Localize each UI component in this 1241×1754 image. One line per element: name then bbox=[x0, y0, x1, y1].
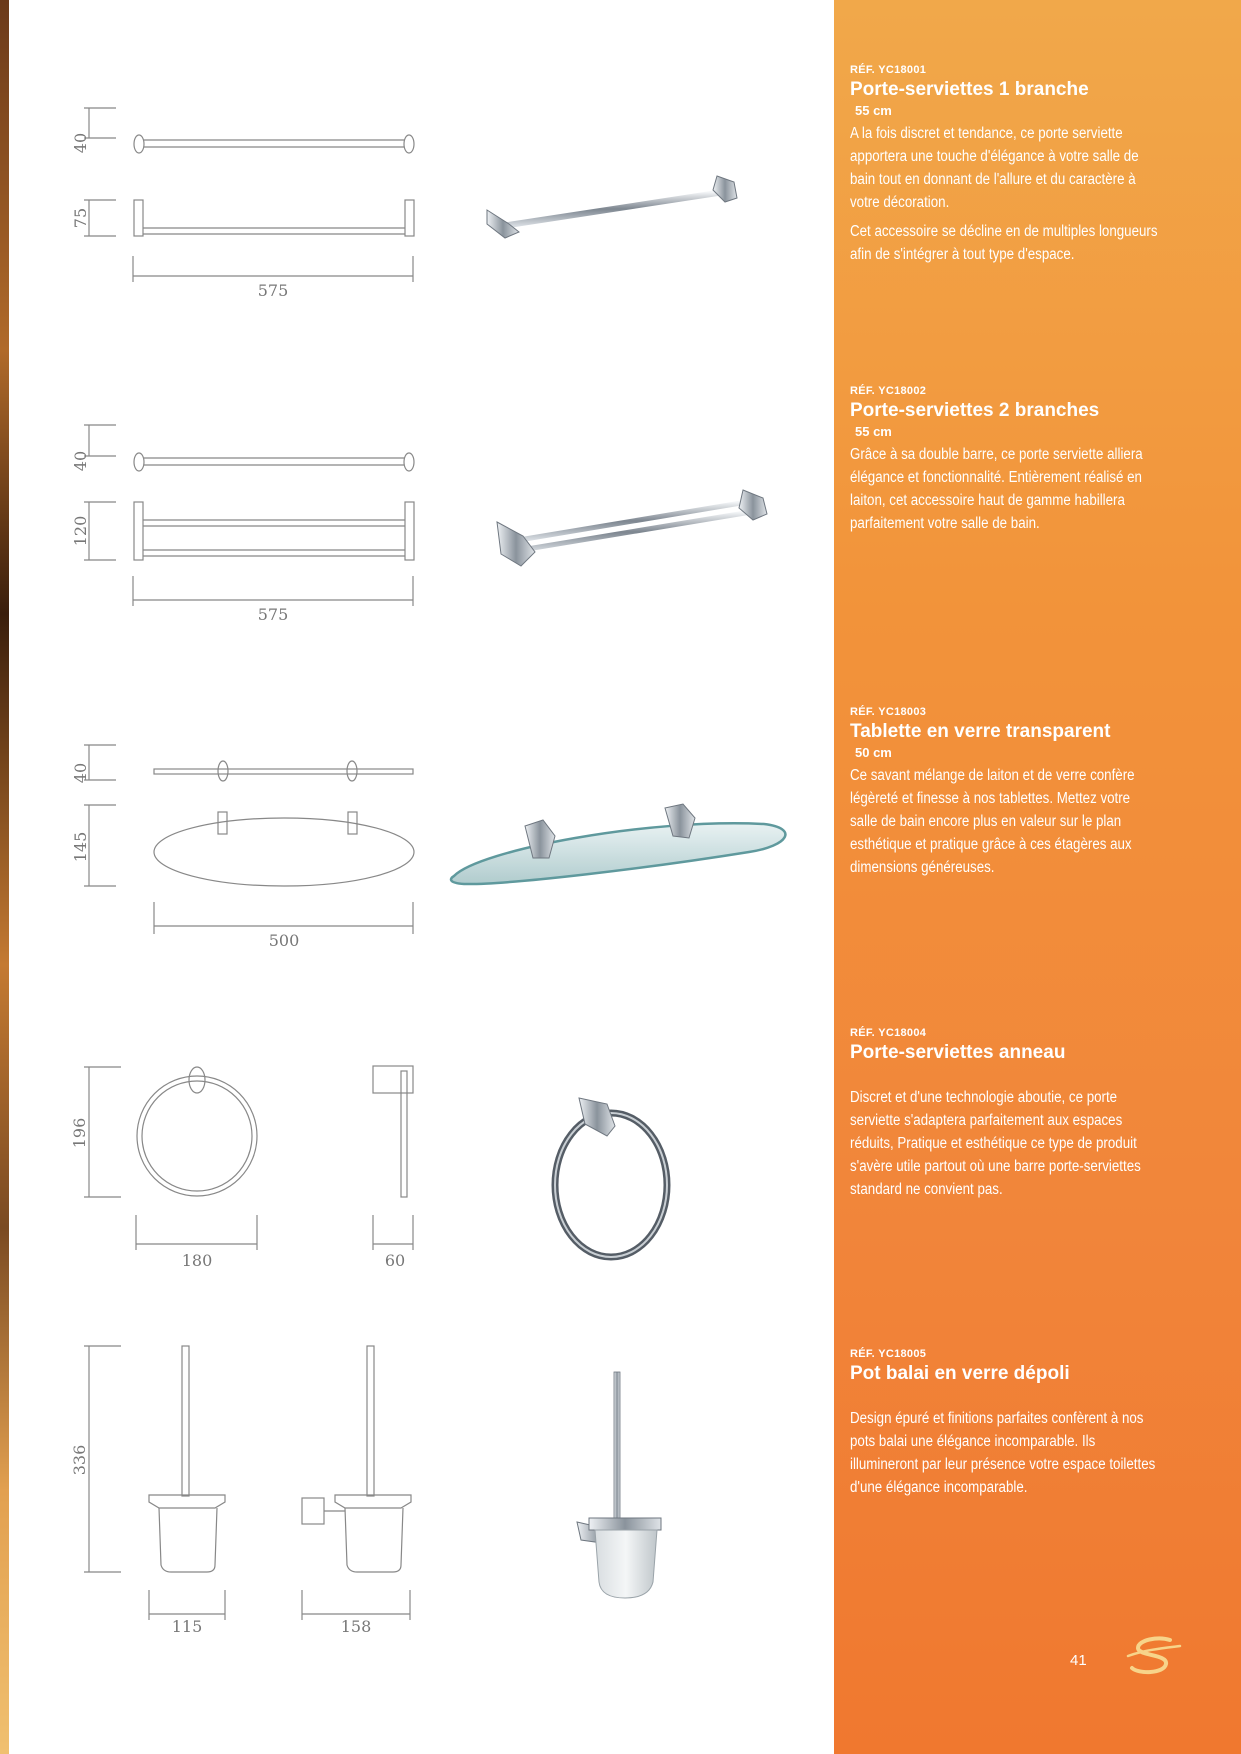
dim-height: 40 bbox=[71, 762, 90, 784]
product-photo-yc18001 bbox=[487, 176, 737, 238]
product-description bbox=[850, 1407, 1160, 1499]
dim-depth: 75 bbox=[71, 207, 90, 229]
ref-code: YC18001 bbox=[878, 64, 927, 76]
drawing-yc18005 bbox=[84, 1346, 411, 1620]
product-yc18005 bbox=[850, 1348, 1230, 1505]
product-title: Porte-serviettes anneau bbox=[850, 1042, 1066, 1063]
product-ref bbox=[850, 706, 1230, 718]
product-size: 55 cm bbox=[855, 103, 892, 118]
description-paragraph: Discret et d'une technologie aboutie, ce porte serviette s'adaptera parfaitement aux espaces réduits, Pratique et esthétique ce type de produit s'avère utile partout où une barre porte-serviettes standard ne convient pas. bbox=[850, 1089, 1141, 1198]
product-ref bbox=[850, 385, 1230, 397]
dimension-labels-yc18002 bbox=[71, 451, 288, 624]
dim-height: 196 bbox=[70, 1117, 89, 1149]
drawings-svg bbox=[9, 0, 834, 1754]
ref-label: RÉF. bbox=[850, 385, 876, 397]
product-description bbox=[850, 122, 1160, 266]
drawing-yc18003 bbox=[84, 745, 414, 934]
dim-depth: 145 bbox=[71, 831, 90, 863]
product-size: 50 cm bbox=[855, 745, 892, 760]
description-panel bbox=[834, 0, 1241, 1754]
product-photo-yc18002 bbox=[497, 490, 767, 566]
dimension-labels-yc18001 bbox=[71, 133, 288, 300]
product-yc18004 bbox=[850, 1027, 1230, 1207]
product-photo-yc18005 bbox=[577, 1372, 661, 1598]
drawing-yc18002 bbox=[84, 425, 414, 606]
drawing-yc18001 bbox=[84, 108, 414, 282]
product-title: Porte-serviettes 1 branche bbox=[850, 79, 1089, 100]
product-ref bbox=[850, 1348, 1230, 1360]
drawing-yc18004 bbox=[84, 1066, 413, 1250]
dim-width: 500 bbox=[268, 931, 300, 950]
dim-height: 40 bbox=[71, 450, 90, 472]
dim-height: 40 bbox=[71, 132, 90, 154]
dimension-labels-yc18005 bbox=[70, 1445, 371, 1636]
ref-code: YC18003 bbox=[878, 706, 927, 718]
product-size bbox=[855, 1066, 1230, 1082]
description-paragraph: Design épuré et finitions parfaites confèrent à nos pots balai une élégance incomparable. Ils illumineront par leur présence votre espace toilettes d'une élégance incomparable. bbox=[850, 1410, 1156, 1496]
product-yc18001 bbox=[850, 64, 1230, 272]
ref-code: YC18002 bbox=[878, 385, 927, 397]
dimension-labels-yc18004 bbox=[70, 1118, 405, 1270]
product-ref bbox=[850, 1027, 1230, 1039]
dimension-labels-yc18003 bbox=[71, 763, 299, 950]
page-number: 41 bbox=[1070, 1652, 1087, 1669]
product-size: 55 cm bbox=[855, 424, 892, 439]
description-paragraph: Grâce à sa double barre, ce porte serviette alliera élégance et fonctionnalité. Entièrement réalisé en laiton, cet accessoire haut de gamme habillera parfaitement votre salle de bain. bbox=[850, 446, 1143, 532]
dim-width: 575 bbox=[257, 281, 289, 300]
technical-drawings bbox=[9, 0, 834, 1754]
description-paragraph: Ce savant mélange de laiton et de verre confère légèreté et finesse à nos tablettes. Mettez votre salle de bain encore plus en valeur sur le plan esthétique et pratique grâce à ces étagères aux dimensions généreuses. bbox=[850, 767, 1135, 876]
product-description bbox=[850, 764, 1160, 879]
product-size bbox=[855, 1387, 1230, 1403]
dim-height: 336 bbox=[70, 1444, 89, 1476]
product-title: Pot balai en verre dépoli bbox=[850, 1363, 1070, 1384]
product-title: Tablette en verre transparent bbox=[850, 721, 1111, 742]
description-paragraph: Cet accessoire se décline en de multiples longueurs afin de s'intégrer à tout type d'espace. bbox=[850, 223, 1158, 263]
ref-label: RÉF. bbox=[850, 1027, 876, 1039]
product-ref bbox=[850, 64, 1230, 76]
ref-label: RÉF. bbox=[850, 1348, 876, 1360]
product-photo-yc18004 bbox=[555, 1098, 667, 1257]
description-paragraph: A la fois discret et tendance, ce porte serviette apportera une touche d'élégance à votre salle de bain tout en donnant de l'allure et du caractère à votre décoration. bbox=[850, 125, 1139, 211]
ref-code: YC18004 bbox=[878, 1027, 927, 1039]
dim-width: 115 bbox=[171, 1617, 203, 1636]
dim-depth: 158 bbox=[340, 1617, 372, 1636]
dim-width: 180 bbox=[181, 1251, 213, 1270]
ref-label: RÉF. bbox=[850, 706, 876, 718]
product-yc18003 bbox=[850, 706, 1230, 885]
product-yc18002 bbox=[850, 385, 1230, 541]
ref-code: YC18005 bbox=[878, 1348, 927, 1360]
product-description bbox=[850, 443, 1160, 535]
brand-logo-icon bbox=[1124, 1634, 1184, 1678]
dim-depth: 60 bbox=[384, 1251, 406, 1270]
ref-label: RÉF. bbox=[850, 64, 876, 76]
product-photo-yc18003 bbox=[451, 804, 785, 884]
dim-width: 575 bbox=[257, 605, 289, 624]
dim-depth: 120 bbox=[71, 515, 90, 547]
left-edge-decoration bbox=[0, 0, 9, 1754]
product-description bbox=[850, 1086, 1160, 1201]
product-title: Porte-serviettes 2 branches bbox=[850, 400, 1100, 421]
